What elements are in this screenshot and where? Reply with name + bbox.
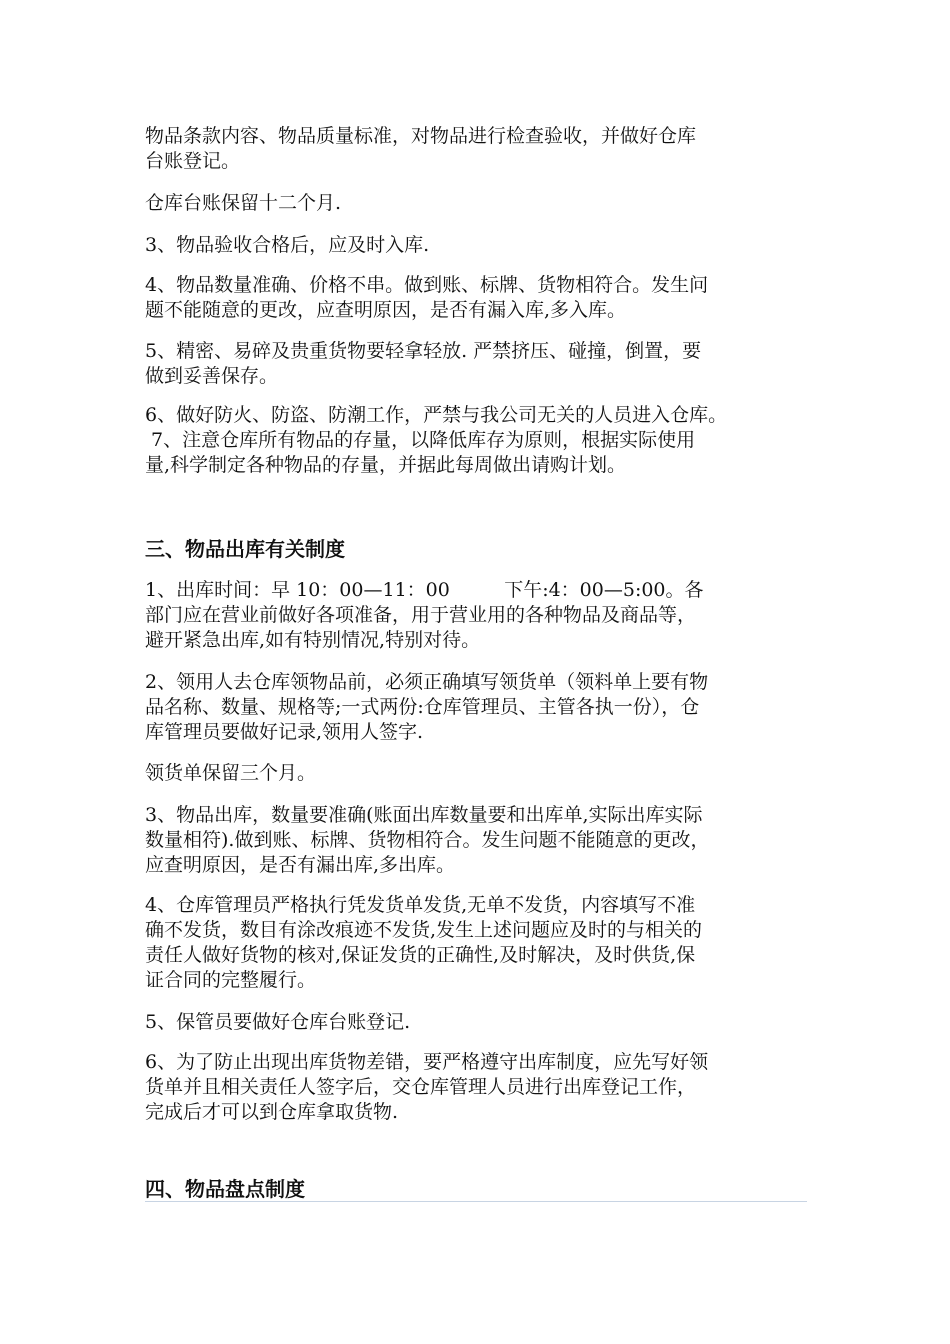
paragraph-outbound-time: 1、出库时间：早 10：00—11：00 下午:4：00—5:00。各 部门应在营业前做好各项准备，用于营业用的各种物品及商品等， 避开紧急出库,如有特别情况,特别对待。 [145, 579, 704, 651]
paragraph-item-4: 4、物品数量准确、价格不串。做到账、标牌、货物相符合。发生问 题不能随意的更改，应查明原因，是否有漏入库,多入库。 [145, 274, 709, 321]
paragraph-ledger-registration: 5、保管员要做好仓库台账登记. [145, 1011, 411, 1033]
section-heading-outbound: 三、物品出库有关制度 [145, 537, 345, 561]
paragraph-item-6-7: 6、做好防火、防盗、防潮工作，严禁与我公司无关的人员进入仓库。 7、注意仓库所有物品的存量，以降低库存为原则，根据实际使用 量,科学制定各种物品的存量，并据此每周做出请购计划。 [145, 404, 728, 476]
paragraph-item-5: 5、精密、易碎及贵重货物要轻拿轻放. 严禁挤压、碰撞，倒置，要 做到妥善保存。 [145, 340, 702, 387]
section-heading-inventory: 四、物品盘点制度 [145, 1177, 305, 1201]
paragraph-delivery-note: 4、仓库管理员严格执行凭发货单发货,无单不发货，内容填写不准 确不发货，数目有涂改痕迹不发货,发生上述问题应及时的与相关的 责任人做好货物的核对,保证发货的正确性,及时解决，及时供货,保 证合同的完整履行。 [145, 894, 703, 991]
paragraph-ledger-retention: 仓库台账保留十二个月. [145, 192, 342, 214]
section-divider [145, 1201, 807, 1202]
paragraph-requisition-form: 2、领用人去仓库领物品前，必须正确填写领货单（领料单上要有物 品名称、数量、规格等;一式两份:仓库管理员、主管各执一份），仓 库管理员要做好记录,领用人签字. [145, 671, 709, 743]
paragraph-outbound-errors: 6、为了防止出现出库货物差错，要严格遵守出库制度，应先写好领 货单并且相关责任人签字后，交仓库管理人员进行出库登记工作， 完成后才可以到仓库拿取货物. [145, 1051, 709, 1123]
paragraph-item-3: 3、物品验收合格后，应及时入库. [145, 234, 430, 256]
paragraph-requisition-retention: 领货单保留三个月。 [145, 762, 317, 784]
paragraph-acceptance-inspection: 物品条款内容、物品质量标准，对物品进行检查验收，并做好仓库 台账登记。 [145, 125, 697, 172]
paragraph-outbound-quantity: 3、物品出库，数量要准确(账面出库数量要和出库单,实际出库实际 数量相符).做到账、标牌、货物相符合。发生问题不能随意的更改， 应查明原因，是否有漏出库,多出库。 [145, 804, 710, 876]
